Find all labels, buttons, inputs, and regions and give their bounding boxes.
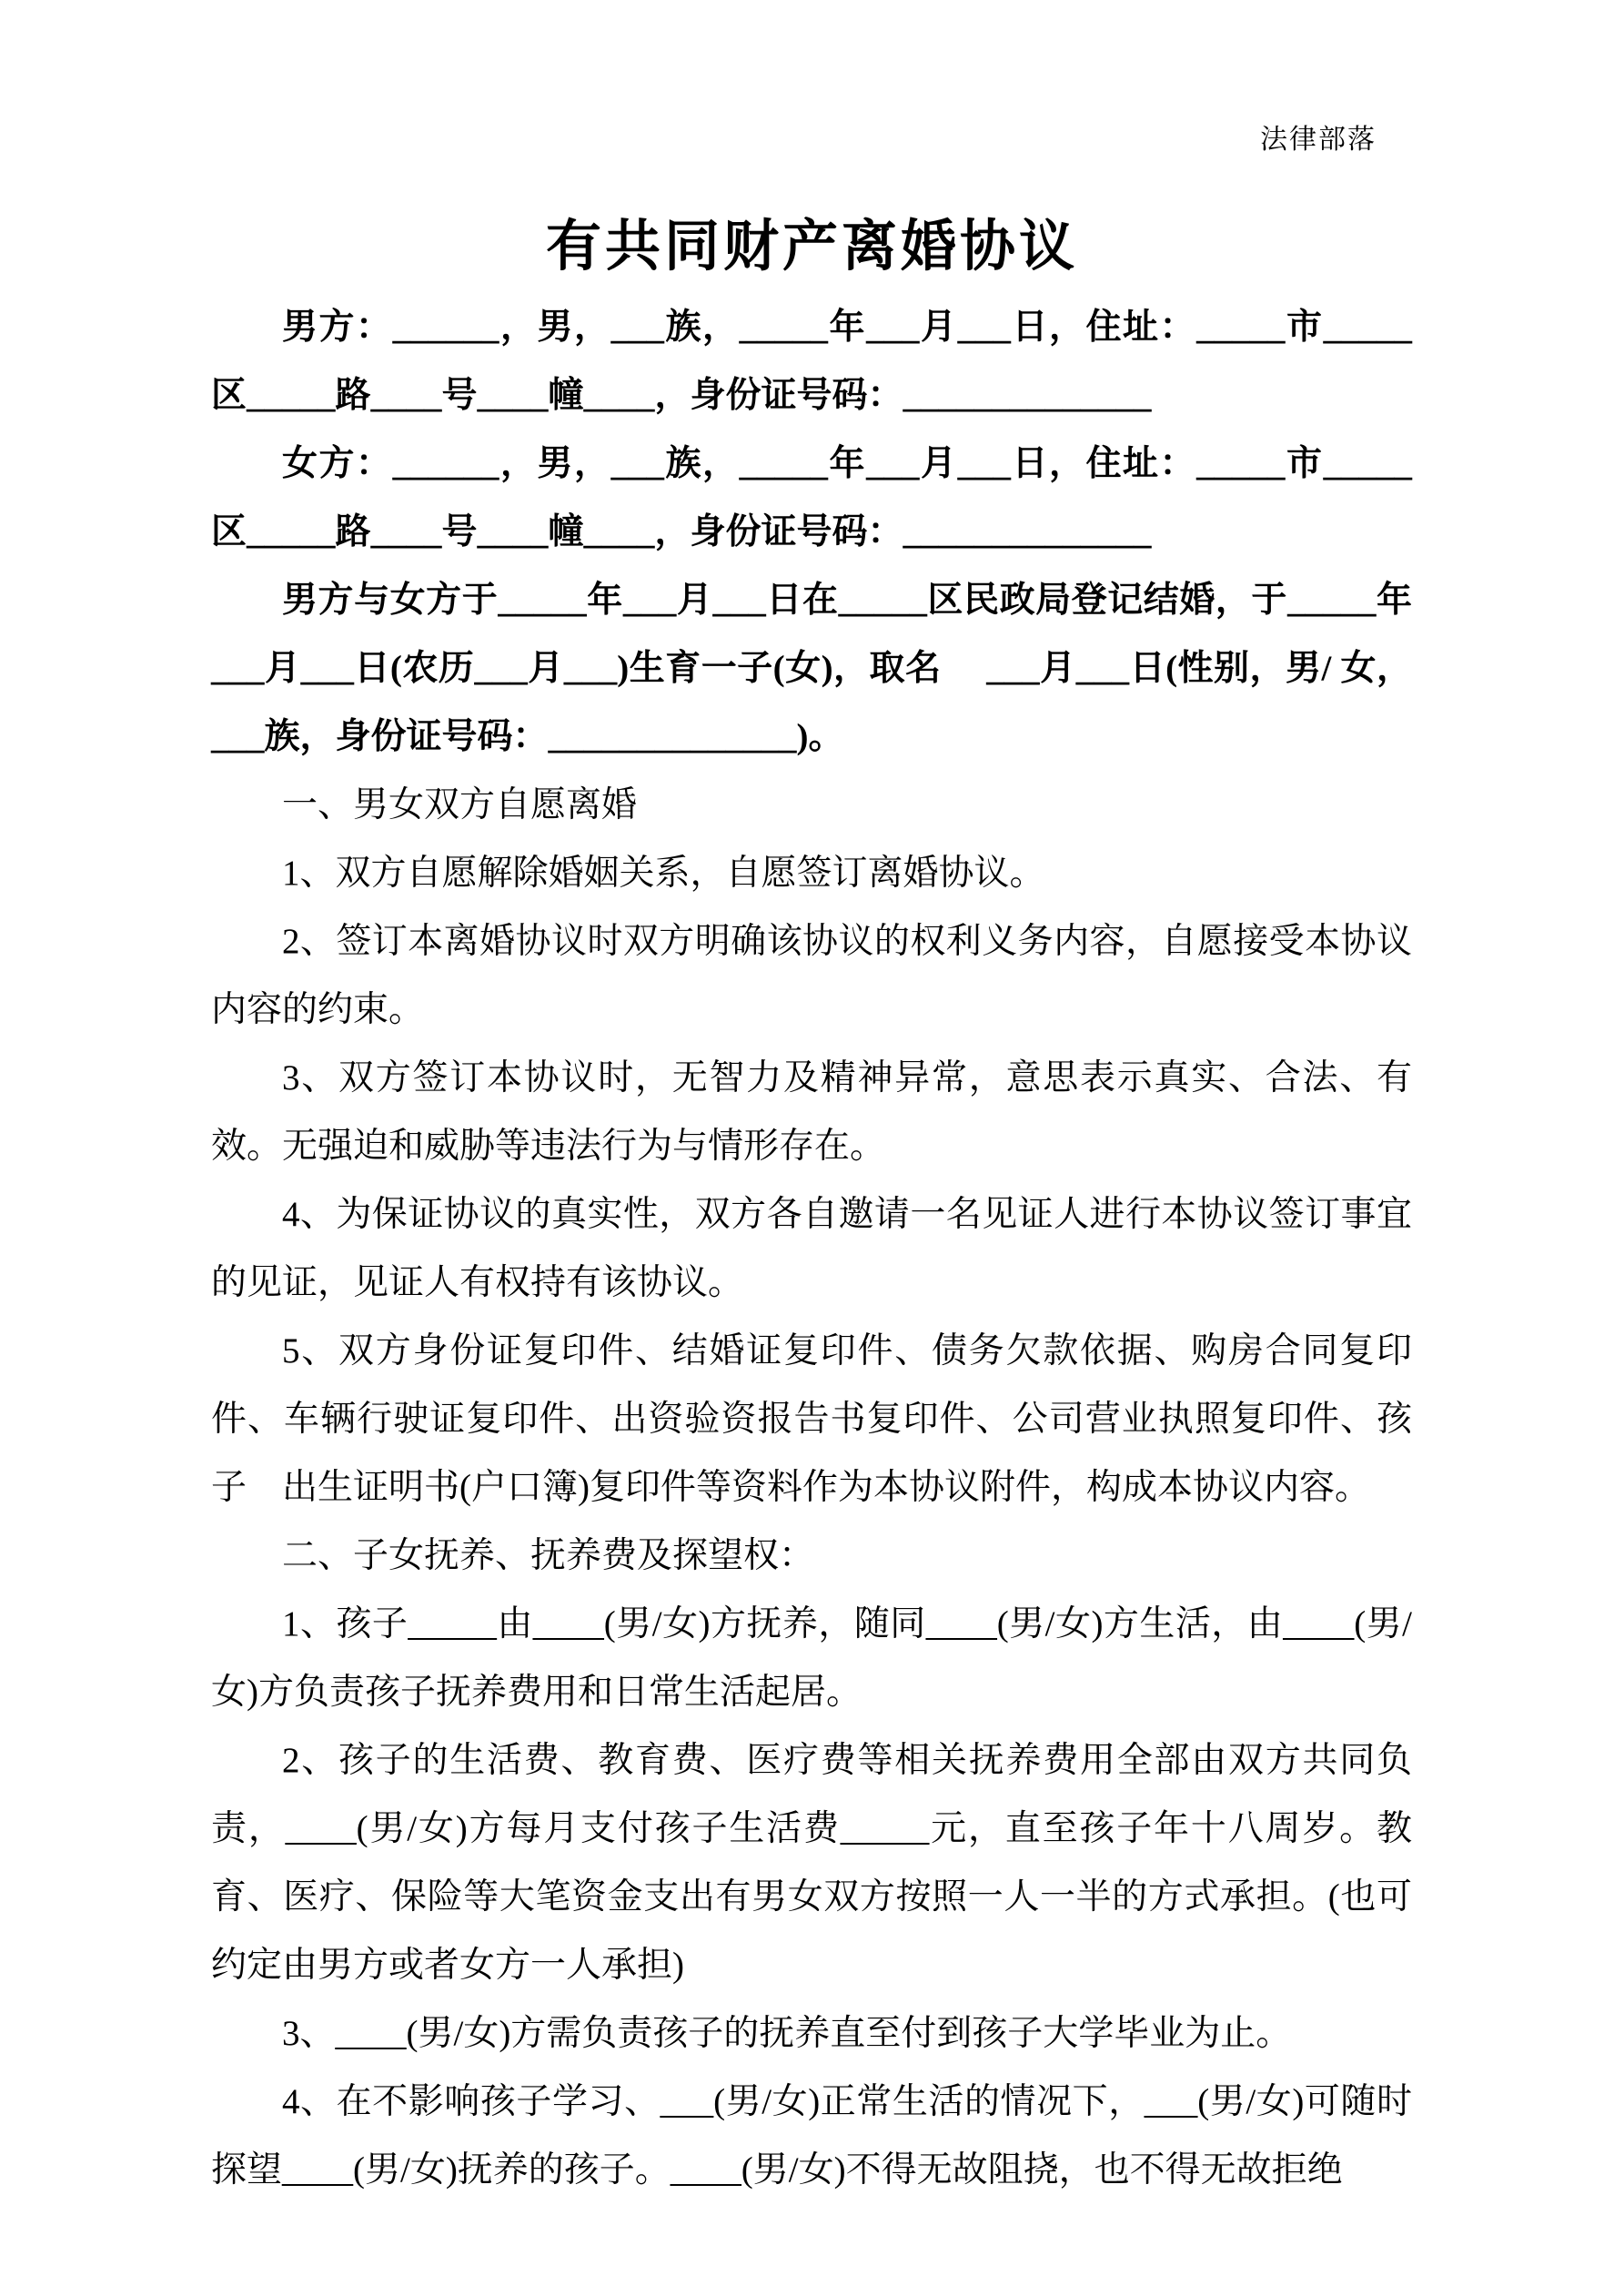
clause-1-2: 2、签订本离婚协议时双方明确该协议的权利义务内容，自愿接受本协议内容的约束。 — [211, 922, 1412, 1029]
document-title: 有共同财产离婚协议 — [545, 217, 1078, 278]
paragraph-party-male: 男方：______，男，___族，_____年___月___日，住址：_____市_____区_____路____号____幢____，身份证号码：______________ — [211, 308, 1412, 415]
clause-1-4: 4、为保证协议的真实性，双方各自邀请一名见证人进行本协议签订事宜的见证，见证人有权持有该协议。 — [211, 1195, 1412, 1302]
section-heading-2: 二、子女抚养、抚养费及探望权： — [282, 1536, 815, 1575]
section-heading-1: 一、男女双方自愿离婚 — [282, 785, 638, 824]
paragraph-marriage-info: 男方与女方于_____年___月___日在_____区民政局登记结婚，于_____年___月___日(农历___月___)生育一子(女)，取名 ___月___日(性别，男/ 女，___族，身份证号码：______________)。 — [211, 581, 1412, 756]
clause-2-1: 1、孩子_____由____(男/女)方抚养，随同____(男/女)方生活，由____(男/女)方负责孩子抚养费用和日常生活起居。 — [211, 1604, 1412, 1712]
paragraph-party-female: 女方：______，男，___族，_____年___月___日，住址：_____市_____区_____路____号____幢____，身份证号码：______________ — [211, 444, 1412, 551]
document-body — [211, 293, 1412, 2204]
clause-2-4: 4、在不影响孩子学习、___(男/女)正常生活的情况下，___(男/女)可随时探望____(男/女)抚养的孩子。____(男/女)不得无故阻挠，也不得无故拒绝 — [211, 2082, 1412, 2190]
clause-1-3: 3、双方签订本协议时，无智力及精神异常，意思表示真实、合法、有效。无强迫和威胁等违法行为与情形存在。 — [211, 1058, 1412, 1166]
clause-1-1: 1、双方自愿解除婚姻关系，自愿签订离婚协议。 — [282, 854, 1045, 893]
clause-2-3: 3、____(男/女)方需负责孩子的抚养直至付到孩子大学毕业为止。 — [282, 2014, 1292, 2053]
clause-2-2: 2、孩子的生活费、教育费、医疗费等相关抚养费用全部由双方共同负责，____(男/女)方每月支付孩子生活费_____元，直至孩子年十八周岁。教育、医疗、保险等大笔资金支出有男女双方按照一人一半的方式承担。(也可约定由男方或者女方一人承担) — [211, 1741, 1412, 1985]
clause-1-5: 5、双方身份证复印件、结婚证复印件、债务欠款依据、购房合同复印件、车辆行驶证复印件、出资验资报告书复印件、公司营业执照复印件、孩子 出生证明书(户口簿)复印件等资料作为本协议附件，构成本协议内容。 — [211, 1331, 1412, 1507]
site-watermark: 法律部落 — [1260, 125, 1377, 155]
